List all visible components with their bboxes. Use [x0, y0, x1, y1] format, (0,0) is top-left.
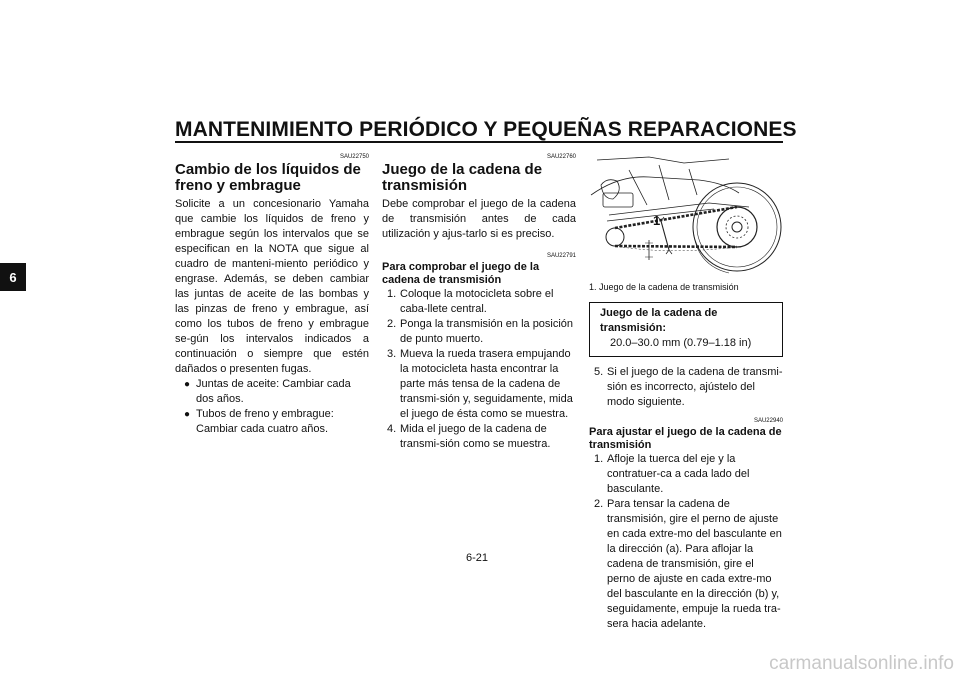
subsection-heading: Para ajustar el juego de la cadena de transmisión — [589, 426, 782, 451]
bullet-item: ● Tubos de freno y embrague: Cambiar cada cuatro años. — [184, 408, 334, 435]
step-item: 1. Afloje la tuerca del eje y la contratuer-ca a cada lado del basculante. — [594, 453, 750, 495]
section-body: Debe comprobar el juego de la cadena de transmisión antes de cada utilización y ajus-tarlo si es preciso. — [382, 198, 576, 240]
section-code: SAU22750 — [339, 154, 369, 160]
step-list — [589, 452, 783, 632]
column-1 — [175, 153, 369, 437]
chain-slack-illustration — [589, 155, 783, 280]
step-list — [382, 287, 576, 452]
figure-callout-label: 1 — [653, 213, 661, 228]
step-item: 2. Para tensar la cadena de transmisión, gire el perno de ajuste en cada extre-mo del basculante en la dirección (a). Para aflojar la cadena de transmisión, gire el perno de ajuste en cada extre-mo del basculante en la dirección (b) y, seguidamente, empuje la rueda tra-sera hacia adelante. — [594, 498, 782, 630]
chapter-tab: 6 — [0, 263, 26, 291]
subsection-code: SAU22791 — [546, 253, 576, 259]
spec-box — [589, 302, 783, 357]
bullet-dot-icon: ● — [184, 409, 191, 420]
column-2 — [382, 153, 576, 452]
step-item: 1. Coloque la motocicleta sobre el caba-llete central. — [387, 288, 554, 315]
section-heading: Cambio de los líquidos de freno y embrague — [175, 161, 361, 194]
section-heading: Juego de la cadena de transmisión — [382, 161, 543, 194]
step-item: 5. Si el juego de la cadena de transmi-sión es incorrecto, ajústelo del modo siguiente. — [594, 366, 783, 408]
subsection-heading: Para comprobar el juego de la cadena de transmisión — [382, 261, 540, 286]
column-3 — [589, 153, 783, 632]
title-rule — [175, 141, 783, 143]
motorcycle-rear-illustration — [589, 155, 783, 280]
bullet-item: ● Juntas de aceite: Cambiar cada dos años. — [184, 378, 351, 405]
section-code: SAU22760 — [546, 154, 576, 160]
bullet-list — [175, 377, 369, 437]
spec-value: 20.0–30.0 mm (0.79–1.18 in) — [610, 337, 752, 349]
step-item: 2. Ponga la transmisión en la posición de punto muerto. — [387, 318, 574, 345]
section-body: Solicite a un concesionario Yamaha que cambie los líquidos de freno y embrague según los intervalos que se especifican en la NOTA que sigue al cuadro de manteni-miento periódico y engrase. Además, se deben cambiar las juntas de aceite de las bombas y las pinzas de freno y embrague, así como los tubos de freno y embrague se-gún los intervalos indicados a continuación o siempre que estén dañados o presenten fugas. — [175, 198, 369, 375]
spec-title: Juego de la cadena de transmisión: — [600, 307, 718, 334]
step-item: 3. Mueva la rueda trasera empujando la motocicleta hasta encontrar la parte más tensa de la cadena de transmi-sión y, seguidamente, mida el juego de ésta como se muestra. — [387, 348, 573, 420]
step-item: 4. Mida el juego de la cadena de transmi-sión como se muestra. — [387, 423, 551, 450]
step-list — [589, 365, 783, 410]
figure-caption: 1. Juego de la cadena de transmisión — [589, 282, 739, 292]
subsection-code: SAU22940 — [753, 418, 783, 424]
page-number: 6-21 — [466, 552, 489, 564]
watermark: carmanualsonline.info — [769, 653, 954, 674]
bullet-dot-icon: ● — [184, 379, 191, 390]
page-title: MANTENIMIENTO PERIÓDICO Y PEQUEÑAS REPARACIONES — [175, 118, 797, 141]
